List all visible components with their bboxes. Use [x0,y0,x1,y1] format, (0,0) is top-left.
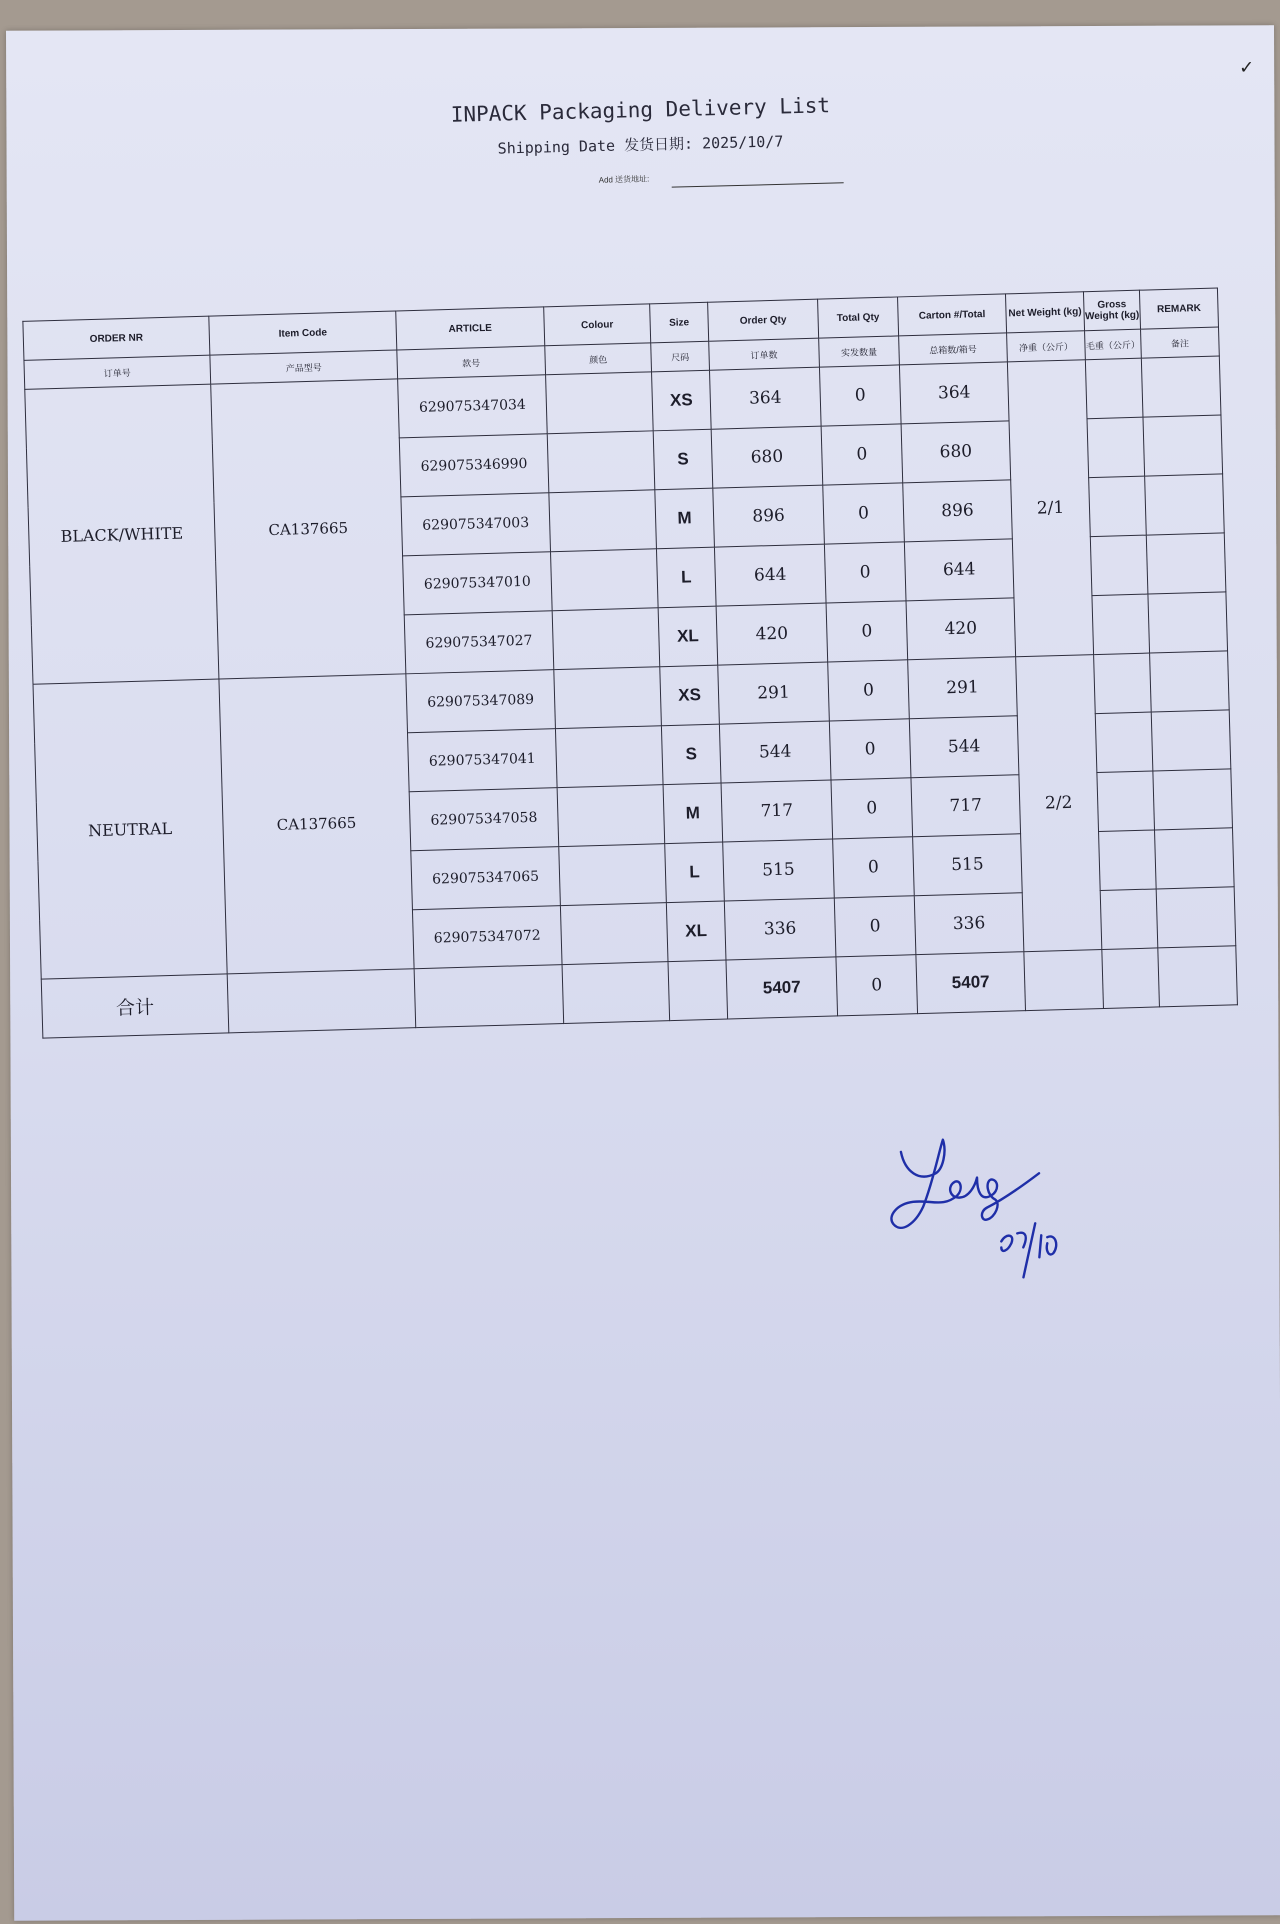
order-qty-cell: 364 [710,367,822,429]
remark-cell [1148,592,1228,653]
header-total-qty: Total Qty [818,297,899,338]
total-qty-cell: 0 [831,778,913,839]
article-cell: 629075347034 [398,375,548,438]
header-net-weight-cn: 净重（公斤） [1007,331,1086,362]
size-cell: L [656,547,716,608]
total-order-qty: 5407 [726,957,838,1019]
item-code-cell: CA137665 [219,674,414,974]
total-size-cell [668,960,728,1021]
remark-cell [1151,710,1231,771]
size-cell: L [665,842,725,903]
order-qty-cell: 544 [719,721,831,783]
header-order-nr-cn: 订单号 [24,355,211,389]
header-size: Size [650,302,709,343]
header-carton: Carton #/Total [898,294,1007,336]
article-cell: 629075347058 [409,788,559,851]
article-cell: 629075346990 [399,434,549,497]
signature-date-stroke [1001,1223,1056,1277]
header-net-weight: Net Weight (kg) [1005,292,1084,333]
header-colour-cn: 颜色 [545,343,652,375]
article-cell: 629075347003 [401,493,551,556]
article-cell: 629075347027 [404,611,554,674]
colour-cell [551,549,659,611]
size-cell: M [655,488,715,549]
carton-cell: 680 [901,421,1011,483]
article-cell: 629075347065 [411,847,561,910]
document-title: INPACK Packaging Delivery List [450,93,831,127]
total-qty-cell: 0 [829,719,911,780]
total-label: 合计 [41,974,229,1038]
gross-weight-cell [1092,594,1150,655]
order-qty-cell: 291 [718,662,830,724]
total-qty-cell: 0 [833,837,915,898]
total-gross-weight-cell [1102,948,1160,1009]
header-gross-weight: Gross Weight (kg) [1083,290,1140,331]
header-carton-cn: 总箱数/箱号 [899,333,1008,365]
order-qty-cell: 336 [724,898,836,960]
article-cell: 629075347072 [412,906,562,969]
delivery-list-sheet [6,25,1280,1921]
total-qty-cell: 0 [826,601,908,662]
total-remark-cell [1158,946,1238,1007]
colour-cell [554,667,662,729]
order-nr-cell: NEUTRAL [33,679,227,979]
header-item-code: Item Code [209,311,397,355]
size-cell: S [653,429,713,490]
colour-cell [552,608,660,670]
order-qty-cell: 896 [713,485,825,547]
remark-cell [1143,415,1223,476]
header-size-cn: 尺码 [651,341,710,372]
header-remark-cn: 备注 [1141,327,1220,358]
total-total-qty: 0 [836,955,918,1016]
size-cell: XL [666,901,726,962]
total-item-code-cell [227,969,416,1033]
colour-cell [549,490,657,552]
gross-weight-cell [1089,476,1147,537]
article-cell: 629075347010 [403,552,553,615]
header-colour: Colour [544,304,651,346]
order-qty-cell: 644 [714,544,826,606]
colour-cell [557,785,665,847]
remark-cell [1153,769,1233,830]
order-qty-cell: 420 [716,603,828,665]
colour-cell [560,903,668,965]
gross-weight-cell [1094,653,1152,714]
remark-cell [1141,356,1221,417]
carton-cell: 717 [911,775,1021,837]
carton-cell: 544 [909,716,1019,778]
carton-cell: 644 [904,539,1014,601]
address-blank-line [672,182,844,187]
total-qty-cell: 0 [823,483,905,544]
remark-cell [1155,828,1235,889]
gross-weight-cell [1097,771,1155,832]
size-cell: XL [658,606,718,667]
carton-cell: 291 [908,657,1018,719]
order-qty-cell: 680 [711,426,823,488]
shipping-date: Shipping Date 发货日期: 2025/10/7 [497,132,784,158]
article-cell: 629075347041 [408,729,558,792]
colour-cell [546,372,654,434]
header-remark: REMARK [1139,288,1218,329]
total-article-cell [414,965,564,1028]
remark-cell [1145,474,1225,535]
total-net-weight-cell [1024,950,1104,1011]
size-cell: M [663,783,723,844]
total-qty-cell: 0 [824,542,906,603]
order-qty-cell: 717 [721,780,833,842]
size-cell: XS [652,370,712,431]
handwritten-signature [883,1111,1114,1302]
signature-stroke [891,1139,1039,1228]
header-order-nr: ORDER NR [23,316,210,360]
gross-weight-cell [1087,417,1145,478]
header-item-code-cn: 产品型号 [210,350,398,384]
header-order-qty: Order Qty [708,299,819,341]
item-code-cell: CA137665 [211,379,406,679]
address-label: Add 送货地址: [598,174,650,185]
carton-cell: 515 [913,834,1023,896]
gross-weight-cell [1095,712,1153,773]
size-cell: XS [660,665,720,726]
header-total-qty-cn: 实发数量 [819,336,900,367]
remark-cell [1146,533,1226,594]
carton-cell: 420 [906,598,1016,660]
header-order-qty-cn: 订单数 [709,338,820,370]
gross-weight-cell [1100,889,1158,950]
gross-weight-cell [1085,358,1143,419]
order-nr-cell: BLACK/WHITE [25,384,219,684]
article-cell: 629075347089 [406,670,556,733]
net-weight-cell: 2/2 [1016,655,1102,952]
header-gross-weight-cn: 毛重（公斤） [1085,329,1142,360]
total-qty-cell: 0 [821,424,903,485]
total-carton: 5407 [916,952,1026,1014]
remark-cell [1156,887,1236,948]
total-qty-cell: 0 [828,660,910,721]
order-qty-cell: 515 [723,839,835,901]
total-qty-cell: 0 [834,896,916,957]
total-colour-cell [562,962,670,1024]
carton-cell: 336 [914,893,1024,955]
carton-cell: 896 [903,480,1013,542]
delivery-table [22,288,1238,1039]
size-cell: S [661,724,721,785]
total-qty-cell: 0 [819,365,901,426]
gross-weight-cell [1099,830,1157,891]
colour-cell [547,431,655,493]
header-article: ARTICLE [396,307,545,350]
header-article-cn: 款号 [397,346,546,379]
net-weight-cell: 2/1 [1007,360,1093,657]
colour-cell [555,726,663,788]
carton-cell: 364 [899,362,1009,424]
delivery-table-wrapper [22,288,1238,1039]
check-mark: ✓ [1239,57,1255,78]
remark-cell [1150,651,1230,712]
colour-cell [559,844,667,906]
gross-weight-cell [1090,535,1148,596]
